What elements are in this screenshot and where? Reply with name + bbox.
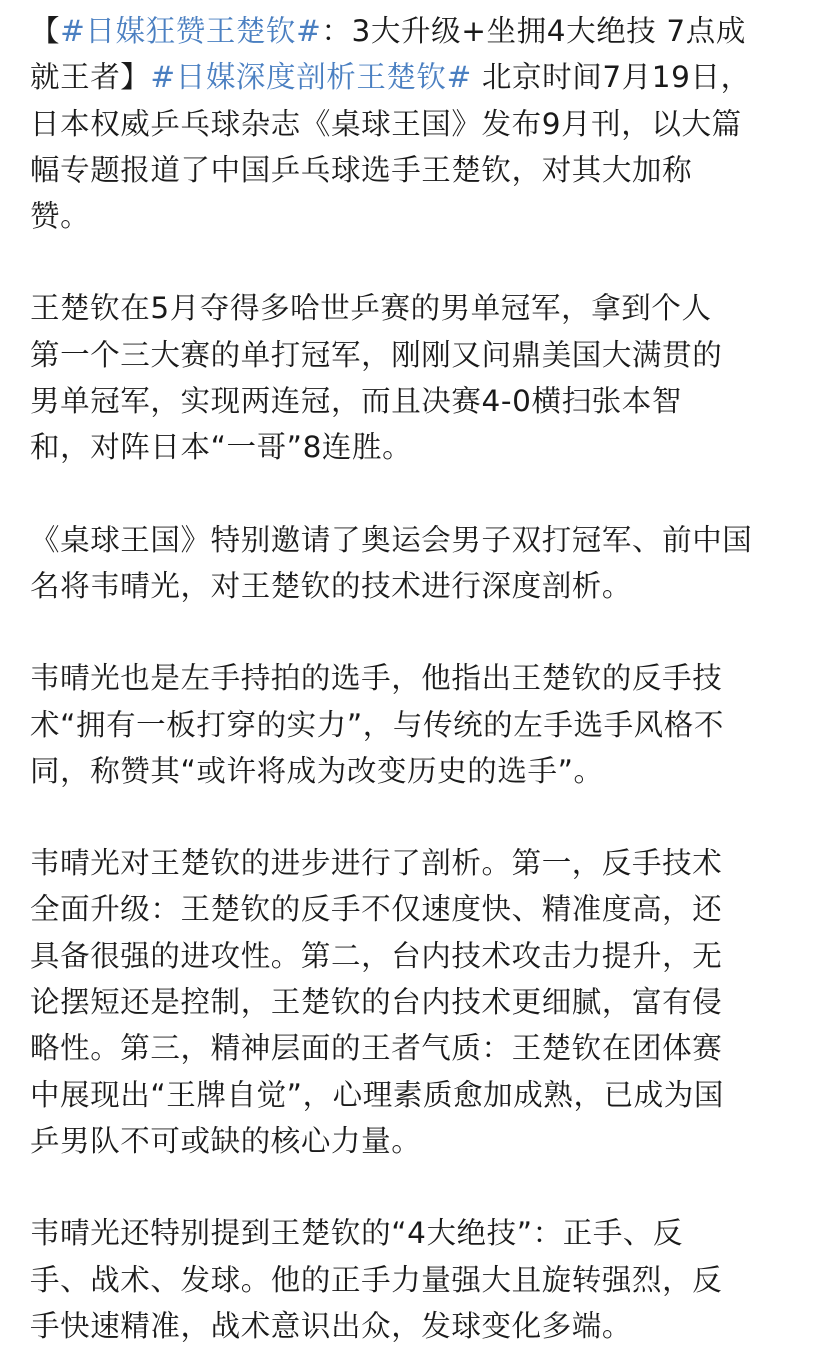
- text-line: [30, 933, 798, 979]
- text-line: [30, 979, 798, 1025]
- text-line: [30, 101, 798, 147]
- text-segment: 手快速精准，战术意识出众，发球变化多端。: [30, 1308, 633, 1343]
- text-line: [30, 1025, 798, 1071]
- text-line: [30, 702, 798, 748]
- post-paragraph: [30, 285, 798, 470]
- text-line: [30, 147, 798, 193]
- text-line: [30, 8, 798, 54]
- text-segment: 论摆短还是控制，王楚钦的台内技术更细腻，富有侵: [30, 985, 723, 1020]
- text-segment: 第一个三大赛的单打冠军，刚刚又问鼎美国大满贯的: [30, 337, 723, 372]
- text-line: [30, 1303, 798, 1349]
- text-line: [30, 1118, 798, 1164]
- text-segment: 男单冠军，实现两连冠，而且决赛4-0横扫张本智: [30, 384, 682, 419]
- hashtag-link[interactable]: #日媒狂赞王楚钦#: [60, 14, 322, 48]
- text-segment: 同，称赞其“或许将成为改变历史的选手”。: [30, 753, 604, 788]
- text-segment: 术“拥有一板打穿的实力”，与传统的左手选手风格不: [30, 707, 724, 742]
- text-line: [30, 517, 798, 563]
- text-segment: 手、战术、发球。他的正手力量强大且旋转强烈，反: [30, 1262, 723, 1297]
- post-paragraph: [30, 655, 798, 794]
- text-segment: 《桌球王国》特别邀请了奥运会男子双打冠军、前中国: [30, 522, 753, 557]
- text-line: [30, 285, 798, 331]
- text-segment: 王楚钦在5月夺得多哈世乒赛的男单冠军，拿到个人: [30, 291, 712, 326]
- text-line: [30, 193, 798, 239]
- text-line: [30, 1257, 798, 1303]
- text-segment: 北京时间7月19日，: [471, 60, 751, 95]
- text-segment: 乒男队不可或缺的核心力量。: [30, 1123, 422, 1158]
- text-segment: ：3大升级+坐拥4大绝技 7点成: [321, 14, 746, 48]
- text-line: [30, 1210, 798, 1256]
- post-paragraph: [30, 517, 798, 610]
- text-line: [30, 332, 798, 378]
- text-line: [30, 748, 798, 794]
- text-line: [30, 563, 798, 609]
- post-paragraph: [30, 1210, 798, 1349]
- text-segment: 具备很强的进攻性。第二，台内技术攻击力提升，无: [30, 938, 723, 973]
- text-segment: 中展现出“王牌自觉”，心理素质愈加成熟，已成为国: [30, 1077, 724, 1112]
- text-segment: 幅专题报道了中国乒乓球选手王楚钦，对其大加称: [30, 152, 693, 187]
- text-line: [30, 840, 798, 886]
- hashtag-link[interactable]: #日媒深度剖析王楚钦#: [150, 60, 472, 95]
- text-line: [30, 54, 798, 100]
- text-segment: 全面升级：王楚钦的反手不仅速度快、精准度高，还: [30, 892, 723, 927]
- text-line: [30, 1072, 798, 1118]
- text-line: [30, 424, 798, 470]
- text-line: [30, 886, 798, 932]
- text-segment: 韦晴光还特别提到王楚钦的“4大绝技”：正手、反: [30, 1216, 684, 1251]
- text-segment: 【: [30, 14, 61, 48]
- text-segment: 日本权威乒乓球杂志《桌球王国》发布9月刊，以大篇: [30, 106, 742, 141]
- text-segment: 赞。: [30, 199, 91, 234]
- text-segment: 略性。第三，精神层面的王者气质：王楚钦在团体赛: [30, 1031, 723, 1066]
- post-paragraph: [30, 840, 798, 1164]
- post-paragraph: [30, 8, 798, 239]
- text-segment: 和，对阵日本“一哥”8连胜。: [30, 430, 413, 465]
- text-line: [30, 655, 798, 701]
- text-segment: 就王者】: [30, 60, 151, 95]
- text-segment: 韦晴光对王楚钦的进步进行了剖析。第一，反手技术: [30, 846, 723, 881]
- text-line: [30, 378, 798, 424]
- text-segment: 韦晴光也是左手持拍的选手，他指出王楚钦的反手技: [30, 661, 723, 696]
- text-segment: 名将韦晴光，对王楚钦的技术进行深度剖析。: [30, 568, 633, 603]
